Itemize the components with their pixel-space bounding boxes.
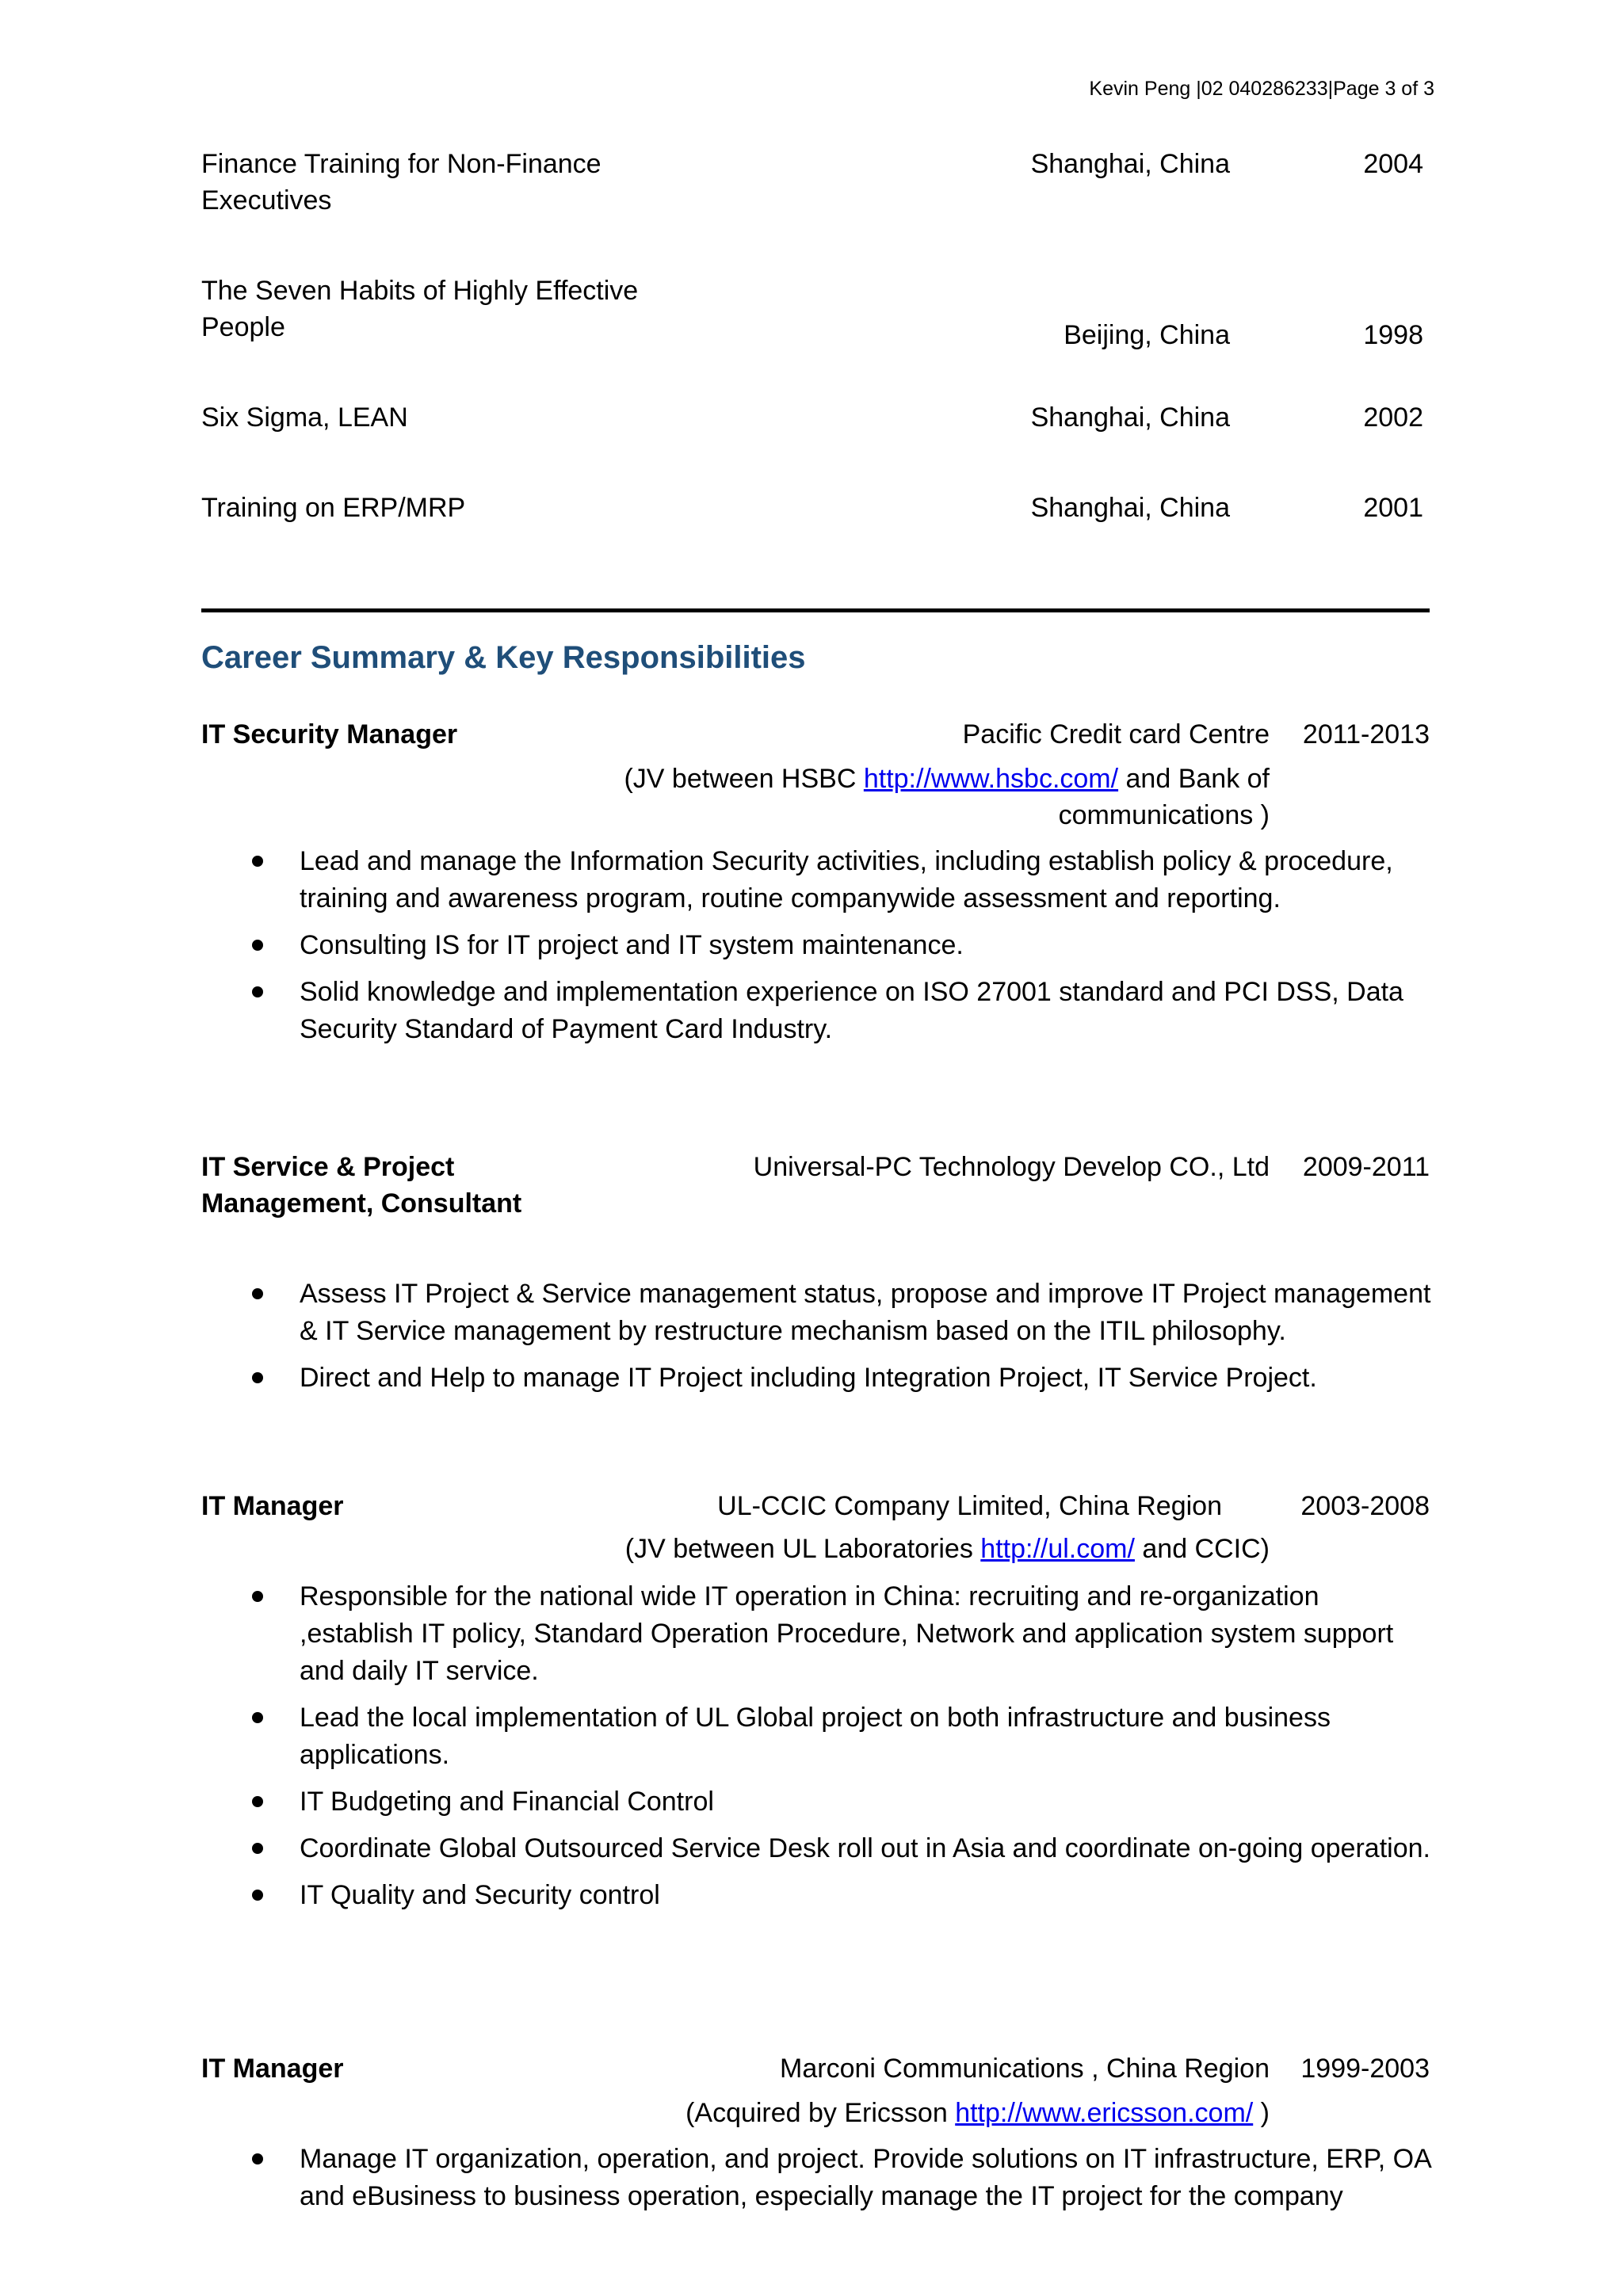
bullet-icon <box>252 1843 263 1854</box>
bullet-icon <box>252 856 263 867</box>
job-note-suffix-line2: communications ) <box>1058 800 1270 830</box>
job-title: IT Service & Project Management, Consultant <box>201 1152 522 1219</box>
bullet-icon <box>252 1288 263 1299</box>
training-title: Six Sigma, LEAN <box>201 402 408 433</box>
company-link[interactable]: http://www.hsbc.com/ <box>863 764 1119 794</box>
job-years: 1999-2003 <box>1300 2054 1430 2084</box>
list-item: Responsible for the national wide IT operation in China: recruiting and re-organization ,establish IT policy, Standard Operation Procedure, Network and application system support and daily IT service. <box>246 1578 1434 1690</box>
training-year: 2004 <box>1363 149 1423 179</box>
training-location: Shanghai, China <box>1030 149 1230 179</box>
responsibility-list <box>246 843 1434 1058</box>
job-title: IT Manager <box>201 1491 344 1521</box>
job-note-suffix-line1: and Bank of <box>1118 764 1270 794</box>
company-link[interactable]: http://www.ericsson.com/ <box>955 2098 1254 2128</box>
bullet-icon <box>252 1712 263 1723</box>
training-title: Finance Training for Non-Finance Executives <box>201 149 601 215</box>
section-title: Career Summary & Key Responsibilities <box>201 640 806 675</box>
job-note-suffix: ) <box>1253 2098 1270 2128</box>
list-item: Lead the local implementation of UL Global project on both infrastructure and business applications. <box>246 1699 1434 1774</box>
job-note <box>555 761 1270 833</box>
job-note-prefix: (JV between UL Laboratories <box>624 1534 981 1564</box>
job-company: Pacific Credit card Centre <box>962 719 1270 749</box>
training-location: Shanghai, China <box>1030 402 1230 433</box>
bullet-icon <box>252 1890 263 1901</box>
responsibility-list <box>246 2141 1434 2225</box>
list-item: Coordinate Global Outsourced Service Desk roll out in Asia and coordinate on-going operation. <box>246 1830 1434 1867</box>
list-item: IT Budgeting and Financial Control <box>246 1783 1434 1821</box>
job-note <box>555 2095 1270 2131</box>
list-item: Lead and manage the Information Security activities, including establish policy & procedure, training and awareness program, routine companywide assessment and reporting. <box>246 843 1434 917</box>
job-note-prefix: (JV between HSBC <box>624 764 864 794</box>
page-header: Kevin Peng |02 040286233|Page 3 of 3 <box>1089 78 1434 100</box>
job-note-prefix: (Acquired by Ericsson <box>685 2098 956 2128</box>
company-link[interactable]: http://ul.com/ <box>980 1534 1135 1564</box>
training-title: Training on ERP/MRP <box>201 493 466 523</box>
training-title: The Seven Habits of Highly Effective People <box>201 276 639 342</box>
job-company: UL-CCIC Company Limited, China Region <box>717 1491 1222 1521</box>
list-item: Solid knowledge and implementation experience on ISO 27001 standard and PCI DSS, Data Security Standard of Payment Card Industry. <box>246 974 1434 1048</box>
bullet-icon <box>252 1796 263 1807</box>
responsibility-list <box>246 1578 1434 1924</box>
job-company: Universal-PC Technology Develop CO., Ltd <box>753 1152 1270 1182</box>
job-years: 2009-2011 <box>1302 1152 1430 1182</box>
bullet-icon <box>252 1372 263 1383</box>
training-year: 2002 <box>1363 402 1423 433</box>
list-item: Direct and Help to manage IT Project including Integration Project, IT Service Project. <box>246 1360 1434 1397</box>
job-years: 2011-2013 <box>1302 719 1430 749</box>
list-item: Consulting IS for IT project and IT system maintenance. <box>246 927 1434 964</box>
list-item: IT Quality and Security control <box>246 1877 1434 1914</box>
training-year: 1998 <box>1363 320 1423 350</box>
training-location: Shanghai, China <box>1030 493 1230 523</box>
bullet-icon <box>252 2153 263 2164</box>
job-note-suffix: and CCIC) <box>1134 1534 1270 1564</box>
section-divider <box>201 608 1430 612</box>
job-years: 2003-2008 <box>1300 1491 1430 1521</box>
job-title: IT Security Manager <box>201 719 458 749</box>
job-company: Marconi Communications , China Region <box>780 2054 1270 2084</box>
bullet-icon <box>252 1591 263 1602</box>
bullet-icon <box>252 986 263 997</box>
training-year: 2001 <box>1363 493 1423 523</box>
list-item: Assess IT Project & Service management status, propose and improve IT Project management & IT Service management by restructure mechanism based on the ITIL philosophy. <box>246 1276 1434 1350</box>
job-title: IT Manager <box>201 2054 344 2084</box>
training-location: Beijing, China <box>1064 320 1230 350</box>
bullet-icon <box>252 940 263 951</box>
list-item: Manage IT organization, operation, and project. Provide solutions on IT infrastructure, ERP, OA and eBusiness to business operation, especially manage the IT project for the company <box>246 2141 1434 2215</box>
responsibility-list <box>246 1276 1434 1406</box>
job-note <box>555 1531 1270 1567</box>
